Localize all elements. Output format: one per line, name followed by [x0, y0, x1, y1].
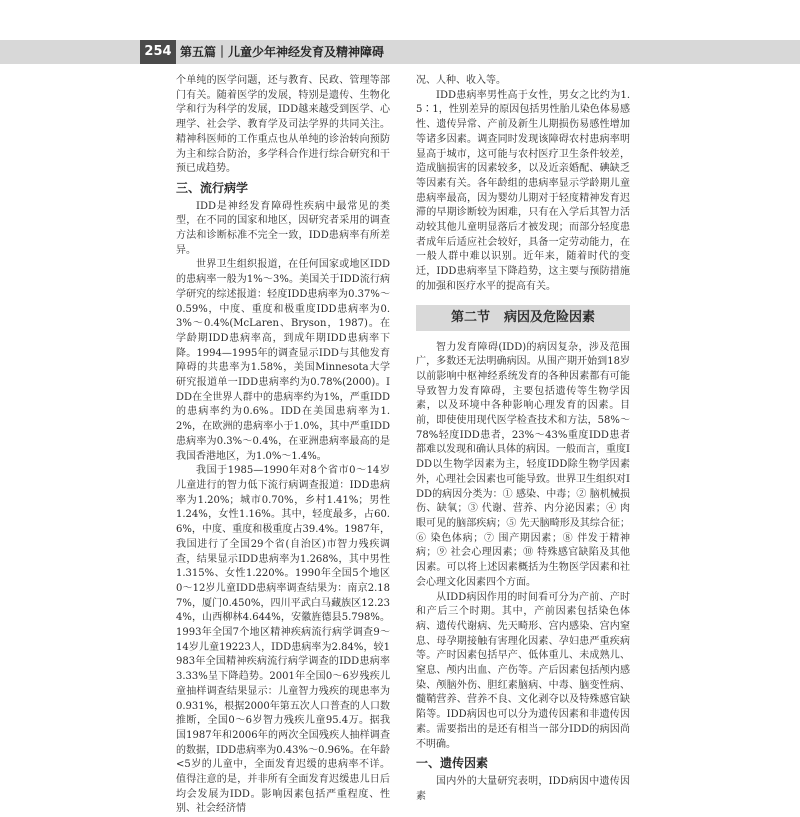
chapter-label: 第二节 [450, 309, 490, 325]
page-header [0, 0, 800, 68]
paragraph: 世界卫生组织报道，在任何国家或地区IDD的患病率一般为1%～3%。美国关于IDD流行病学研究的综述报道：轻度IDD患病率为0.37%～0.59%，中度、重度和极重度IDD患病率为0.3%～0.4%(McLaren、Bryson，1987)。在学龄期IDD患病率高，到成年期IDD患病率下降。1994—1995年的调查显示IDD与其他发育障碍的共患率为1.58%，美国Minnesota大学研究报道单一IDD患病率约为0.78%(2000)。IDD在全世界人群中的患病率约为1%，严重IDD的患病率约为0.6%。IDD在美国患病率为1.2%，在欧洲的患病率小于1.0%，其中严重IDD患病率为0.3%～0.4%，在亚洲患病率最高的是我国香港地区，为1.0%～1.4%。 [176, 259, 390, 462]
running-section-title: 第五篇｜儿童少年神经发育及精神障碍 [180, 45, 385, 59]
heading-genetic-factors: 一、遗传因素 [416, 756, 489, 771]
paragraph: 智力发育障碍(IDD)的病因复杂，涉及范围广，多数还无法明确病因。从围产期开始到18岁以前影响中枢神经系统发育的各种因素都有可能导致智力发育障碍，主要包括遗传等生物学因素，以及环境中各种影响心理发育的因素。目前，即使使用现代医学检查技术和方法，58%～78%轻度IDD患者，23%～43%重度IDD患者都难以发现和确认具体的病因。一般而言，重度IDD以生物学因素为主，轻度IDD除生物学因素外，心理社会因素也可能导致。世界卫生组织对IDD的病因分类为：① 感染、中毒；② 脑机械损伤、缺氧；③ 代谢、营养、内分泌因素；④ 肉眼可见的脑部疾病；⑤ 先天脑畸形及其综合征；⑥ 染色体病；⑦ 围产期因素；⑧ 伴发于精神病；⑨ 社会心理因素；⑩ 特殊感官缺陷及其他因素。可以将上述因素概括为生物医学因素和社会心理文化因素四个方面。 [416, 341, 630, 588]
left-column [176, 74, 390, 817]
heading-epidemiology: 三、流行病学 [176, 180, 249, 195]
paragraph: 况、人种、收入等。 [416, 75, 506, 86]
paragraph: 国内外的大量研究表明，IDD病因中遗传因素 [416, 775, 630, 802]
chapter-title: 病因及危险因素 [504, 309, 596, 325]
paragraph: IDD是神经发育障碍性疾病中最常见的类型，在不同的国家和地区，因研究者采用的调查方法和诊断标准不完全一致，IDD患病率有所差异。 [176, 200, 390, 256]
paragraph: 我国于1985—1990年对8个省市0～14岁儿童进行的智力低下流行病调查报道：IDD患病率为1.20%；城市0.70%，乡村1.41%；男性1.24%，女性1.16%。其中，轻度最多，占60.6%，中度、重度和极重度占39.4%。1987年，我国进行了全国29个省(自治区)市智力残疾调查，结果显示IDD患病率为1.268%，其中男性1.315%、女性1.220%。1990年全国5个地区0～12岁儿童IDD患病率调查结果为：南京2.187%，厦门0.450%，四川平武白马藏族区12.234%，山西柳林4.644%，安徽旌德县5.798%。1993年全国7个地区精神疾病流行病学调查9～14岁儿童19223人，IDD患病率为2.84%，较1983年全国精神疾病流行病学调查的IDD患病率3.33%呈下降趋势。2001年全国0～6岁残疾儿童抽样调查结果显示：儿童智力残疾的现患率为0.931%，根据2000年第五次人口普查的人口数推断，全国0～6岁智力残疾儿童95.4万。据我国1987年和2006年的两次全国残疾人抽样调查的数据，IDD患病率为0.43%～0.96%。在年龄<5岁的儿童中，全面发育迟缓的患病率不详。值得注意的是，并非所有全面发育迟缓患儿日后均会发展为IDD。影响因素包括严重程度、性别、社会经济情 [176, 465, 390, 815]
paragraph: 个单纯的医学问题，还与教育、民政、管理等部门有关。随着医学的发展，特别是遗传、生物化学和行为科学的发展，IDD越来越受到医学、心理学、社会学、教育学及司法学界的共同关注。精神科医师的工作重点也从单纯的诊治转向预防为主和综合防治，多学科合作进行综合研究和干预已成趋势。 [176, 75, 390, 175]
header-band [0, 40, 800, 64]
paragraph: 从IDD病因作用的时间看可分为产前、产时和产后三个时期。其中，产前因素包括染色体病、遗传代谢病、先天畸形、宫内感染、宫内窒息、母孕期接触有害理化因素、孕妇患严重疾病等。产时因素包括早产、低体重儿、未成熟儿、窒息、颅内出血、产伤等。产后因素包括颅内感染、颅脑外伤、胆红素脑病、中毒、脑变性病、髓鞘营养、营养不良、文化剥夺以及特殊感官缺陷等。IDD病因也可以分为遗传因素和非遗传因素。需要指出的是还有相当一部分IDD的病因尚不明确。 [416, 591, 630, 750]
right-column [416, 74, 630, 804]
page-number: 254 [140, 40, 176, 64]
chapter-heading [416, 305, 630, 331]
paragraph: IDD患病率男性高于女性，男女之比约为1.5∶1，性别差异的原因包括男性胎儿染色体易感性、遗传异常、产前及新生儿期损伤易感性增加等诸多因素。调查同时发现该障碍农村患病率明显高于城市，这可能与农村医疗卫生条件较差，造成脑损害的因素较多，以及近亲婚配、碘缺乏等因素有关。各年龄组的患病率显示学龄期儿童患病率最高，因为婴幼儿期对于轻度精神发育迟滞的早期诊断较为困难，只有在入学后其智力活动较其他儿童明显落后才被发现；而部分轻度患者成年后适应社会较好，具备一定劳动能力，在一般人群中难以识别。近年来，随着时代的变迁，IDD患病率呈下降趋势，这主要与预防措施的加强和医疗水平的提高有关。 [416, 89, 630, 292]
